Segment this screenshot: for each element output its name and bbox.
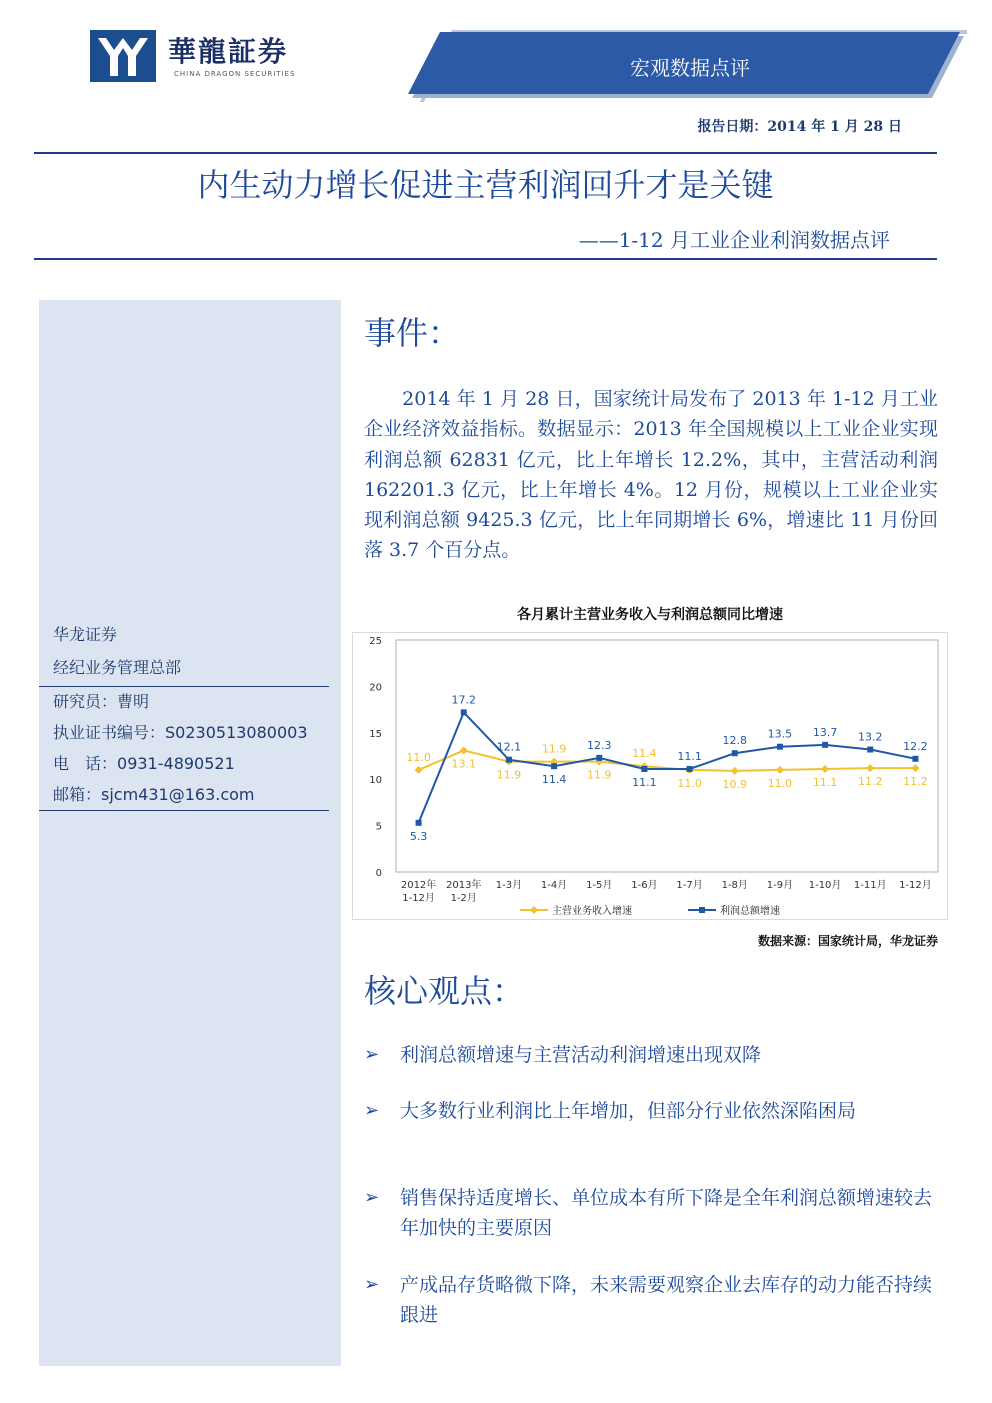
data-label: 11.1 (632, 775, 657, 789)
series-point (912, 756, 918, 762)
data-label: 11.9 (587, 768, 612, 782)
core-bullet-3 (364, 1183, 938, 1243)
data-label: 13.1 (451, 757, 476, 771)
x-tick-label: 1-6月 (631, 880, 658, 891)
x-tick-label: 2013年 (446, 880, 482, 891)
report-subtitle: ——1-12 月工业企业利润数据点评 (578, 228, 890, 252)
core-bullet-text: 销售保持适度增长、单位成本有所下降是全年利润总额增速较去年加快的主要原因 (400, 1187, 933, 1239)
series-point (596, 755, 602, 761)
series-point (461, 709, 467, 715)
data-label: 17.2 (451, 693, 476, 707)
core-views-heading: 核心观点： (364, 972, 525, 1010)
data-label: 13.5 (767, 727, 793, 741)
legend-label: 利润总额增速 (720, 906, 780, 917)
data-label: 11.9 (541, 742, 567, 756)
x-tick-label: 1-3月 (495, 880, 523, 891)
event-heading: 事件： (364, 314, 461, 352)
growth-line-chart (352, 632, 948, 920)
series-point (732, 750, 738, 756)
data-label: 11.0 (677, 776, 702, 790)
phone-label: 电 话： (53, 754, 118, 773)
x-tick-label: 1-5月 (586, 880, 613, 891)
legend-label: 主营业务收入增速 (552, 906, 632, 917)
y-tick-label: 25 (369, 636, 382, 647)
series-point (777, 744, 783, 750)
sidebar-company: 华龙证券 (53, 625, 118, 644)
sidebar-phone (53, 751, 235, 774)
email-value[interactable]: sjcm431@163.com (101, 785, 255, 804)
x-tick-label: 1-7月 (676, 880, 703, 891)
report-date: 报告日期：2014 年 1 月 28 日 (697, 119, 902, 135)
data-label: 12.8 (722, 734, 747, 748)
series-point (822, 742, 828, 748)
sidebar-divider-bottom (39, 810, 329, 811)
y-tick-label: 5 (375, 821, 382, 833)
data-label: 10.9 (722, 777, 747, 791)
bullet-arrow-icon: ➢ (364, 1274, 380, 1295)
core-bullet-4 (364, 1270, 938, 1330)
series-point (506, 757, 512, 763)
series-point (416, 820, 422, 826)
data-label: 11.9 (496, 768, 522, 782)
core-bullet-2 (364, 1096, 938, 1126)
data-label: 11.2 (903, 775, 928, 789)
data-label: 11.4 (541, 773, 567, 787)
data-label: 11.0 (767, 776, 793, 790)
x-tick-label: 1-8月 (721, 880, 748, 891)
data-label: 13.2 (858, 730, 883, 744)
logo-english-text: CHINA DRAGON SECURITIES (174, 70, 296, 78)
title-bottom-divider (34, 258, 937, 260)
x-tick-label: 2012年 (400, 880, 437, 891)
core-bullet-1 (364, 1040, 938, 1070)
logo-chinese-text: 華龍証券 (168, 35, 289, 68)
y-tick-label: 20 (369, 682, 382, 694)
sidebar-analyst: 研究员：曹明 (53, 692, 150, 711)
event-paragraph: 2014 年 1 月 28 日，国家统计局发布了 2013 年 1-12 月工业企业经济效益指标。数据显示：2013 年全国规模以上工业企业实现利润总额 62831 亿元，比上年增长 12.2%，其中，主营活动利润 162201.3 亿元，比上年增长 4%。12 月份，规模以上工业企业实现利润总额 9425.3 亿元，比上年同期增长 6%，增速比 11 月份回落 3.7 个百分点。 (364, 388, 938, 562)
license-label: 执业证书编号： (53, 723, 166, 742)
phone-value: 0931-4890521 (117, 754, 235, 773)
series-point (641, 766, 647, 772)
x-tick-label: 1-4月 (540, 880, 568, 891)
license-value: S0230513080003 (165, 723, 308, 742)
x-tick-label: 1-10月 (808, 880, 842, 891)
series-point (867, 747, 873, 753)
title-top-divider (34, 152, 937, 154)
email-label: 邮箱： (53, 785, 102, 804)
plot-area (396, 640, 938, 872)
x-tick-label: 1-12月 (899, 880, 932, 891)
chart-title: 各月累计主营业务收入与利润总额同比增速 (517, 607, 783, 623)
data-label: 11.0 (406, 750, 431, 764)
data-label: 12.1 (496, 740, 522, 754)
report-title: 内生动力增长促进主营利润回升才是关键 (197, 166, 774, 204)
core-bullet-text: 产成品存货略微下降，未来需要观察企业去库存的动力能否持续跟进 (400, 1274, 933, 1326)
data-label: 11.2 (858, 775, 883, 789)
y-tick-label: 0 (375, 868, 382, 879)
sidebar-license (53, 720, 308, 743)
x-tick-label: 1-2月 (450, 893, 477, 904)
bullet-arrow-icon: ➢ (364, 1100, 380, 1121)
data-label: 12.3 (587, 738, 612, 752)
x-tick-label: 1-11月 (853, 880, 887, 891)
data-label: 5.3 (409, 829, 428, 843)
legend-marker (699, 907, 705, 913)
series-point (687, 766, 693, 772)
data-label: 11.1 (677, 749, 702, 763)
core-bullet-text: 大多数行业利润比上年增加，但部分行业依然深陷困局 (400, 1100, 857, 1122)
sidebar-department: 经纪业务管理总部 (53, 658, 182, 677)
bullet-arrow-icon: ➢ (364, 1187, 380, 1208)
data-label: 11.1 (812, 775, 838, 789)
sidebar (39, 300, 341, 1366)
chart-source: 数据来源：国家统计局，华龙证券 (757, 934, 938, 948)
sidebar-divider-top (39, 686, 329, 687)
y-tick-label: 15 (369, 728, 382, 740)
bullet-arrow-icon: ➢ (364, 1044, 380, 1065)
x-tick-label: 1-12月 (402, 893, 435, 904)
series-point (551, 763, 557, 769)
y-tick-label: 10 (369, 775, 382, 787)
sidebar-email (53, 782, 255, 805)
core-bullet-text: 利润总额增速与主营活动利润增速出现双降 (400, 1044, 762, 1066)
banner-title: 宏观数据点评 (630, 56, 750, 80)
data-label: 11.4 (632, 747, 657, 761)
data-label: 12.2 (903, 739, 928, 753)
x-tick-label: 1-9月 (766, 880, 794, 891)
data-label: 13.7 (812, 725, 838, 739)
